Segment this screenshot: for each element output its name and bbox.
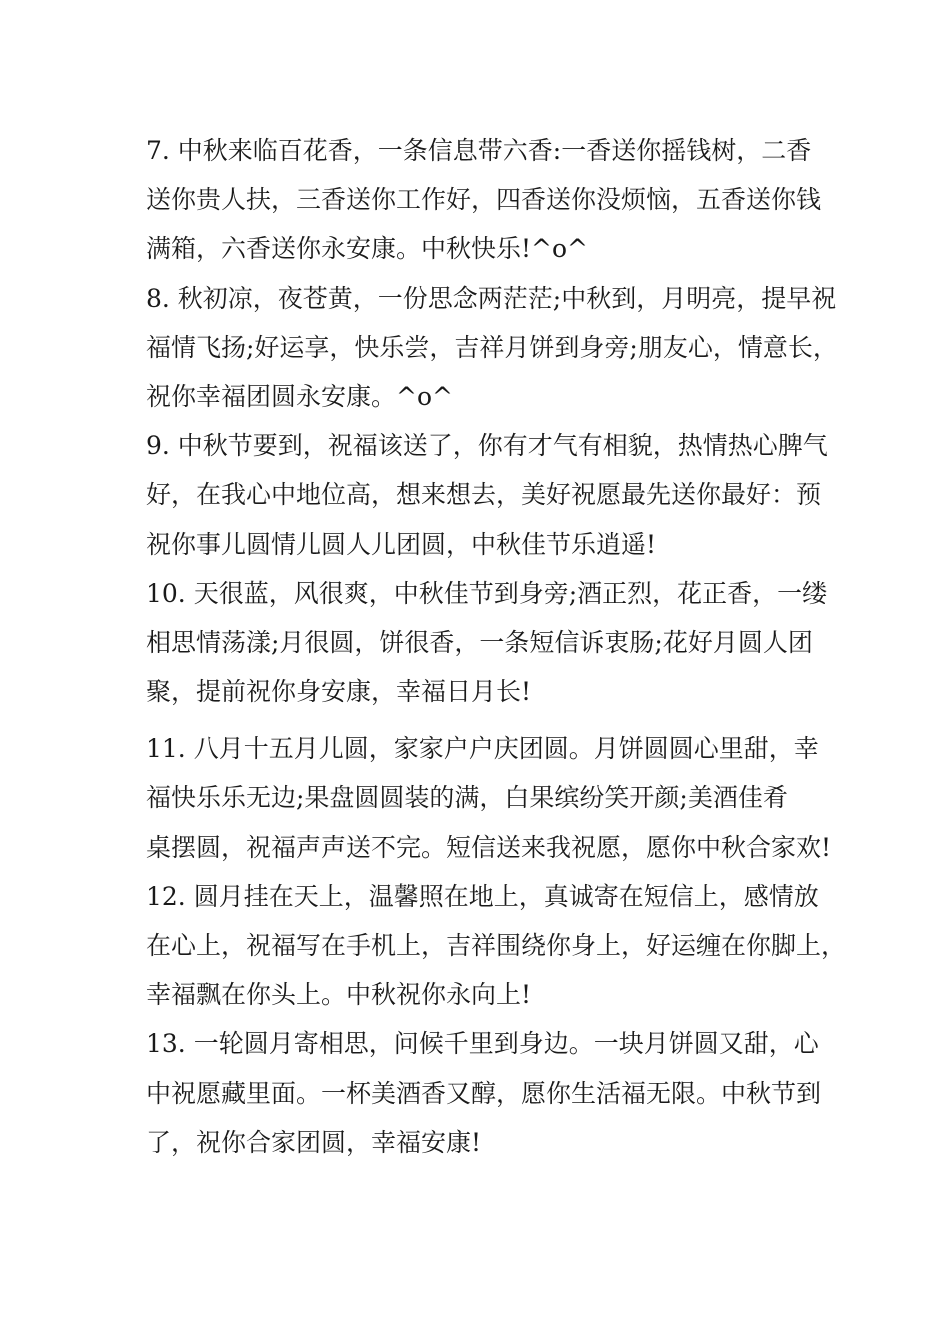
text-line: 祝你事儿圆情儿圆人儿团圆，中秋佳节乐逍遥!: [146, 529, 657, 559]
section-gap: [146, 716, 836, 724]
paragraph-13: [146, 1019, 836, 1167]
text-line: 9. 中秋节要到，祝福该送了，你有才气有相貌，热情热心脾气: [146, 431, 828, 461]
text-line: 10. 天很蓝，风很爽，中秋佳节到身旁;酒正烈，花正香，一缕: [146, 578, 828, 608]
text-line: 11. 八月十五月儿圆，家家户户庆团圆。月饼圆圆心里甜，幸: [146, 734, 819, 764]
paragraph-12: [146, 872, 847, 1020]
paragraph-11: [146, 724, 836, 872]
paragraph-10: [146, 569, 836, 717]
text-line: 了，祝你合家团圆，幸福安康!: [146, 1127, 482, 1157]
text-line: 8. 秋初凉，夜苍黄，一份思念两茫茫;中秋到，月明亮，提早祝: [146, 283, 837, 313]
paragraph-7: [146, 126, 836, 274]
text-line: 幸福飘在你头上。中秋祝你永向上!: [146, 980, 532, 1010]
text-line: 相思情荡漾;月很圆，饼很香，一条短信诉衷肠;花好月圆人团: [146, 627, 813, 657]
text-line: 桌摆圆，祝福声声送不完。短信送来我祝愿，愿你中秋合家欢!: [146, 832, 832, 862]
text-line: 中祝愿藏里面。一杯美酒香又醇，愿你生活福无限。中秋节到: [146, 1078, 822, 1108]
text-line: 福快乐乐无边;果盘圆圆装的满，白果缤纷笑开颜;美酒佳肴: [146, 783, 788, 813]
text-line: 好，在我心中地位高，想来想去，美好祝愿最先送你最好：预: [146, 480, 822, 510]
text-line: 12. 圆月挂在天上，温馨照在地上，真诚寄在短信上，感情放: [146, 881, 819, 911]
paragraph-9: [146, 421, 836, 569]
text-line: 送你贵人扶，三香送你工作好，四香送你没烦恼，五香送你钱: [146, 185, 822, 215]
text-line: 聚，提前祝你身安康，幸福日月长!: [146, 677, 532, 707]
paragraph-8: [146, 274, 836, 422]
text-line: 7. 中秋来临百花香，一条信息带六香:一香送你摇钱树，二香: [146, 136, 812, 165]
text-line: 在心上，祝福写在手机上，吉祥围绕你身上，好运缠在你脚上，: [146, 931, 847, 960]
text-line: 福情飞扬;好运享，快乐尝，吉祥月饼到身旁;朋友心，情意长，: [146, 332, 838, 362]
text-line: 13. 一轮圆月寄相思，问候千里到身边。一块月饼圆又甜，心: [146, 1029, 819, 1059]
text-line: 祝你幸福团圆永安康。^o^: [146, 381, 453, 411]
document-body: [146, 126, 847, 1167]
text-line: 满箱，六香送你永安康。中秋快乐!^o^: [146, 234, 588, 264]
